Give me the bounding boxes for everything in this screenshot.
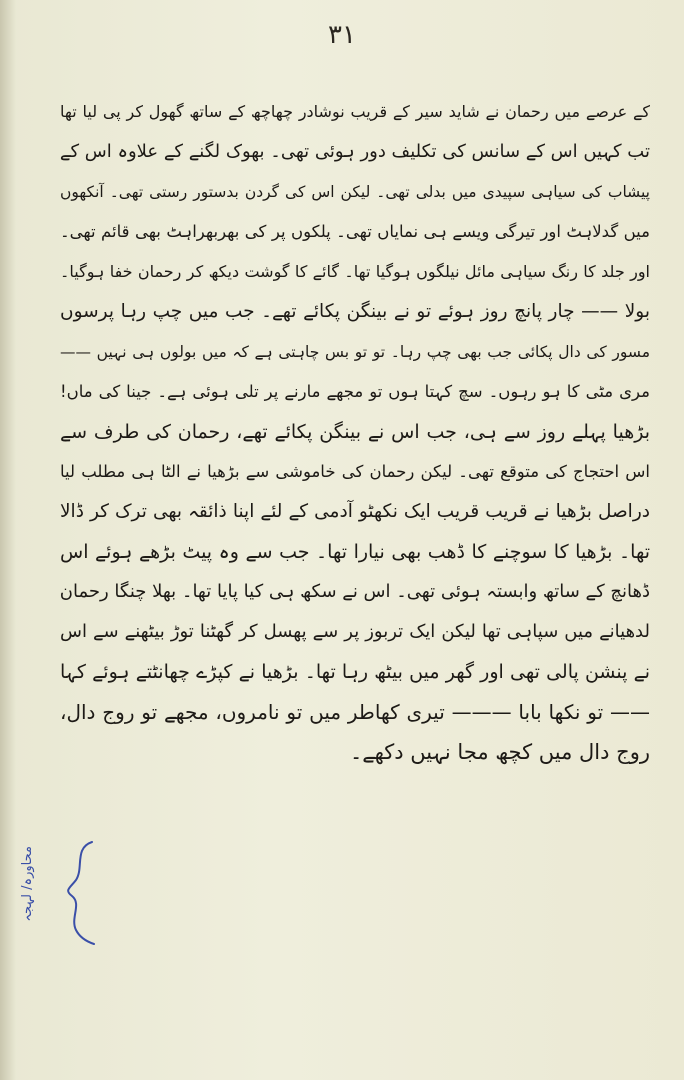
text-line: بڑھیا پہلے روز سے ہی، جب اس نے بینگن پکائے تھے، رحمان کی طرف سے: [60, 421, 650, 443]
text-line: ڈھانچ کے ساتھ وابستہ ہوئی تھی۔ اس نے سکھ ہی کیا پایا تھا۔ بھلا چنگا رحمان: [60, 581, 650, 602]
body-text: [60, 92, 650, 772]
text-line: اس احتجاج کی متوقع تھی۔ لیکن رحمان کی خاموشی سے بڑھیا نے الٹا ہی مطلب لیا: [60, 462, 650, 481]
handwritten-margin-note: [12, 838, 72, 948]
text-line: نے پنشن پالی تھی اور گھر میں بیٹھ رہا تھا۔ بڑھیا نے کپڑے چھانٹتے ہوئے کہا: [60, 661, 650, 683]
text-line: مری مٹی کا ہو رہوں۔ سچ کہتا ہوں تو مجھے مارنے پر تلی ہوئی ہے۔ جینا کی ماں!: [60, 382, 650, 401]
text-line: کے عرصے میں رحمان نے شاید سیر کے قریب نوشادر چھاچھ کے ساتھ گھول کر پی لیا تھا: [60, 102, 650, 121]
text-line: اور جلد کا رنگ سیاہی مائل نیلگوں ہوگیا تھا۔ گائے کا گوشت دیکھ کر رحمان خفا ہوگیا۔: [60, 262, 650, 281]
text-line: تھا۔ بڑھیا کا سوچنے کا ڈھب بھی نیارا تھا۔ جب سے وہ پیٹ بڑھے ہوئے اس: [60, 541, 650, 563]
text-line: مسور کی دال پکائی جب بھی چپ رہا۔ تو تو بس چاہتی ہے کہ میں بولوں ہی نہیں ——: [60, 343, 650, 361]
text-line: بولا —— چار پانچ روز ہوئے تو نے بینگن پکائے تھے۔ جب میں چپ رہا پرسوں: [60, 301, 650, 322]
text-line: روج دال میں کچھ مجا نہیں دکھے۔: [349, 740, 650, 764]
text-line: —— تو نکھا بابا ——— تیری کھاطر میں تو نامروں، مجھے تو روج دال،: [60, 700, 650, 724]
margin-note-text: محاورہ/ لہجہ: [20, 846, 35, 922]
text-line: پیشاب کی سیاہی سپیدی میں بدلی تھی۔ لیکن اس کی گردن بدستور رستی تھی۔ آنکھوں: [60, 183, 650, 201]
text-line: لدھیانے میں سپاہی تھا لیکن ایک تربوز پر سے پھسل کر گھٹنا توڑ بیٹھنے سے اس: [60, 621, 650, 642]
page-number: ۳۱: [328, 20, 356, 50]
text-line: تب کہیں اس کے سانس کی تکلیف دور ہوئی تھی۔ بھوک لگنے کے علاوہ اس کے: [60, 141, 650, 162]
text-line: میں گدلاہٹ اور تیرگی ویسے ہی نمایاں تھی۔ پلکوں پر کی بھربھراہٹ بھی قائم تھی۔: [60, 222, 650, 241]
text-line: دراصل بڑھیا نے قریب قریب ایک نکھٹو آدمی کے لئے اپنا ذائقہ بھی ترک کر ڈالا: [60, 501, 650, 522]
margin-bracket-icon: [62, 838, 102, 948]
